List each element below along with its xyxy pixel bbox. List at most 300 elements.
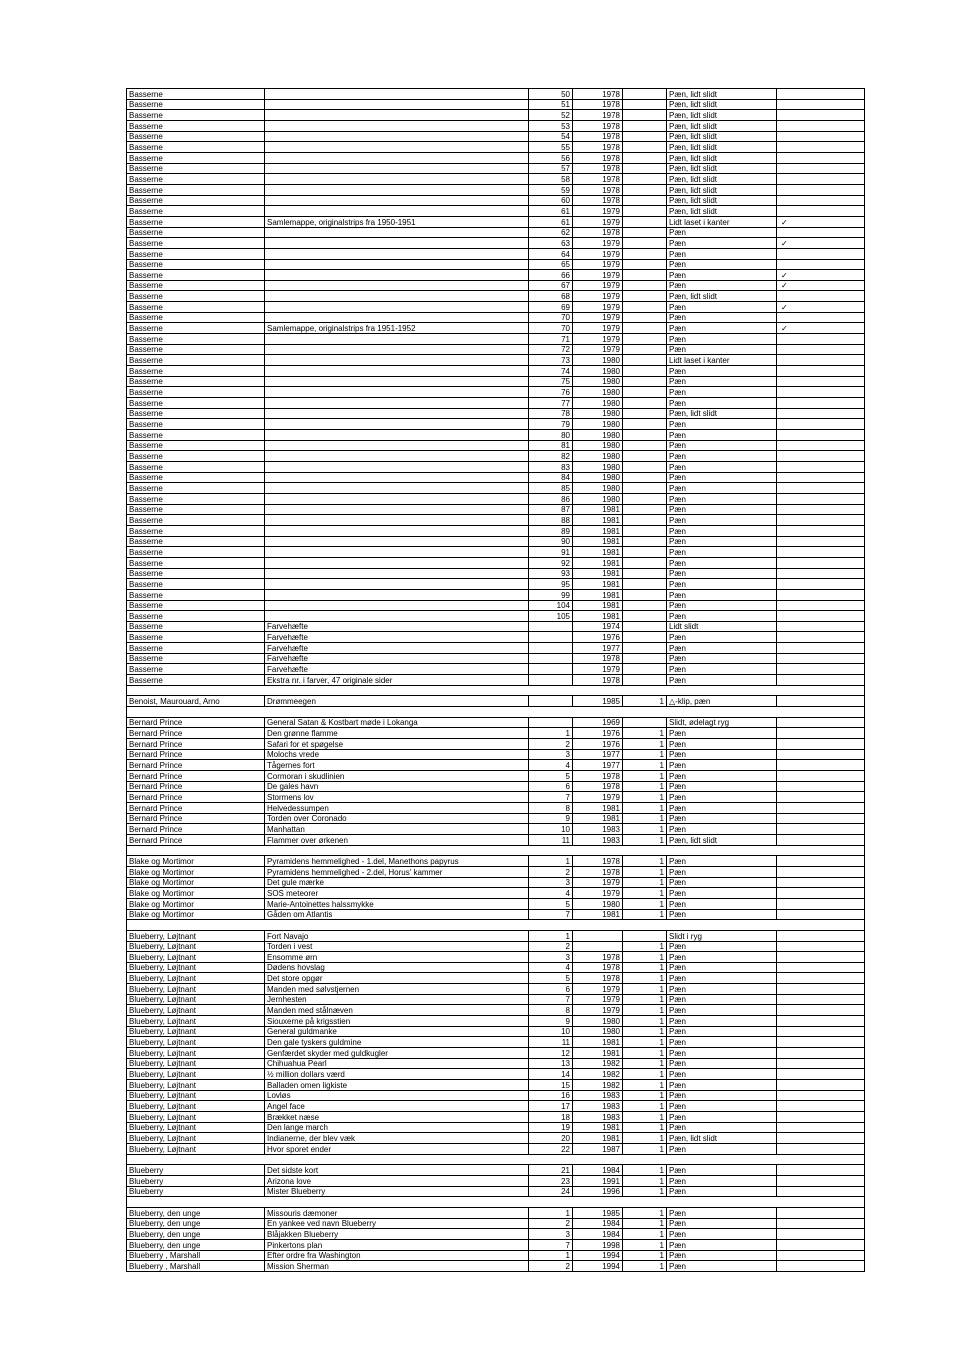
issue-number-cell: 77: [529, 398, 573, 409]
year-cell: 1980: [573, 398, 623, 409]
year-cell: 1980: [573, 1026, 623, 1037]
title-cell: De gales havn: [265, 781, 529, 792]
year-cell: 1978: [573, 99, 623, 110]
title-cell: Molochs vrede: [265, 749, 529, 760]
year-cell: 1982: [573, 1069, 623, 1080]
check-mark-cell: [777, 856, 865, 867]
table-row: [127, 994, 865, 1005]
title-cell: [265, 525, 529, 536]
title-cell: [265, 408, 529, 419]
title-cell: [265, 1154, 529, 1165]
check-mark-cell: [777, 1069, 865, 1080]
issue-number-cell: [529, 717, 573, 728]
check-mark-cell: [777, 1016, 865, 1027]
condition-cell: Pæn: [667, 866, 777, 877]
quantity-cell: 1: [623, 984, 667, 995]
title-cell: [265, 568, 529, 579]
quantity-cell: [623, 536, 667, 547]
table-row: [127, 1133, 865, 1144]
series-cell: Blueberry, Løjtnant: [127, 1143, 265, 1154]
check-mark-cell: ✓: [777, 270, 865, 281]
check-mark-cell: [777, 398, 865, 409]
check-mark-cell: [777, 824, 865, 835]
condition-cell: Pæn: [667, 227, 777, 238]
title-cell: [265, 142, 529, 153]
issue-number-cell: 68: [529, 291, 573, 302]
quantity-cell: 1: [623, 1143, 667, 1154]
series-cell: Blake og Mortimor: [127, 856, 265, 867]
issue-number-cell: 2: [529, 739, 573, 750]
quantity-cell: 1: [623, 792, 667, 803]
table-row: [127, 1122, 865, 1133]
check-mark-cell: [777, 408, 865, 419]
series-cell: Blueberry, Løjtnant: [127, 1058, 265, 1069]
condition-cell: Pæn: [667, 1016, 777, 1027]
title-cell: [265, 483, 529, 494]
condition-cell: Pæn: [667, 398, 777, 409]
check-mark-cell: [777, 1175, 865, 1186]
issue-number-cell: 7: [529, 909, 573, 920]
issue-number-cell: 89: [529, 525, 573, 536]
condition-cell: Pæn: [667, 984, 777, 995]
table-row: [127, 1058, 865, 1069]
table-row: [127, 888, 865, 899]
condition-cell: Pæn: [667, 1143, 777, 1154]
table-row: [127, 1207, 865, 1218]
condition-cell: Pæn: [667, 675, 777, 686]
condition-cell: Pæn: [667, 536, 777, 547]
year-cell: 1979: [573, 344, 623, 355]
series-cell: Basserne: [127, 632, 265, 643]
check-mark-cell: [777, 941, 865, 952]
year-cell: 1982: [573, 1058, 623, 1069]
table-row: [127, 739, 865, 750]
year-cell: 1981: [573, 1122, 623, 1133]
table-row: [127, 717, 865, 728]
title-cell: [265, 515, 529, 526]
quantity-cell: 1: [623, 1026, 667, 1037]
year-cell: 1982: [573, 1080, 623, 1091]
check-mark-cell: [777, 771, 865, 782]
table-row: [127, 952, 865, 963]
title-cell: [265, 291, 529, 302]
title-cell: [265, 355, 529, 366]
year-cell: 1976: [573, 728, 623, 739]
condition-cell: Pæn: [667, 653, 777, 664]
series-cell: Blueberry, den unge: [127, 1229, 265, 1240]
series-cell: Basserne: [127, 248, 265, 259]
issue-number-cell: 93: [529, 568, 573, 579]
year-cell: [573, 930, 623, 941]
year-cell: 1980: [573, 898, 623, 909]
quantity-cell: 1: [623, 1069, 667, 1080]
table-row: [127, 430, 865, 441]
title-cell: General Satan & Kostbart møde i Lokanga: [265, 717, 529, 728]
check-mark-cell: [777, 685, 865, 696]
check-mark-cell: [777, 813, 865, 824]
series-cell: Basserne: [127, 89, 265, 100]
year-cell: 1980: [573, 483, 623, 494]
title-cell: Efter ordre fra Washington: [265, 1250, 529, 1261]
table-row: [127, 110, 865, 121]
issue-number-cell: 84: [529, 472, 573, 483]
year-cell: 1979: [573, 323, 623, 334]
table-row: [127, 89, 865, 100]
table-row: [127, 834, 865, 845]
check-mark-cell: [777, 568, 865, 579]
check-mark-cell: [777, 1165, 865, 1176]
title-cell: Pyramidens hemmelighed - 1.del, Manethons papyrus: [265, 856, 529, 867]
quantity-cell: 1: [623, 898, 667, 909]
table-row: [127, 1048, 865, 1059]
issue-number-cell: 22: [529, 1143, 573, 1154]
quantity-cell: 1: [623, 1122, 667, 1133]
series-cell: Blueberry, Løjtnant: [127, 952, 265, 963]
title-cell: Missouris dæmoner: [265, 1207, 529, 1218]
series-cell: Basserne: [127, 131, 265, 142]
title-cell: Torden over Coronado: [265, 813, 529, 824]
quantity-cell: [623, 280, 667, 291]
issue-number-cell: 5: [529, 771, 573, 782]
series-cell: Basserne: [127, 653, 265, 664]
year-cell: 1980: [573, 366, 623, 377]
year-cell: 1978: [573, 952, 623, 963]
table-row: [127, 461, 865, 472]
title-cell: Den gale tyskers guldmine: [265, 1037, 529, 1048]
issue-number-cell: 51: [529, 99, 573, 110]
issue-number-cell: [529, 707, 573, 718]
series-cell: [127, 920, 265, 931]
condition-cell: [667, 685, 777, 696]
table-row: [127, 898, 865, 909]
condition-cell: Pæn: [667, 493, 777, 504]
issue-number-cell: 2: [529, 1261, 573, 1272]
check-mark-cell: [777, 259, 865, 270]
issue-number-cell: 60: [529, 195, 573, 206]
condition-cell: Pæn: [667, 259, 777, 270]
series-cell: Basserne: [127, 344, 265, 355]
condition-cell: Pæn: [667, 238, 777, 249]
table-row: [127, 568, 865, 579]
issue-number-cell: 92: [529, 557, 573, 568]
year-cell: 1980: [573, 387, 623, 398]
series-cell: Basserne: [127, 483, 265, 494]
issue-number-cell: 88: [529, 515, 573, 526]
quantity-cell: 1: [623, 1175, 667, 1186]
year-cell: 1981: [573, 1133, 623, 1144]
quantity-cell: [623, 344, 667, 355]
issue-number-cell: 67: [529, 280, 573, 291]
table-row: [127, 493, 865, 504]
issue-number-cell: 59: [529, 184, 573, 195]
series-cell: Basserne: [127, 270, 265, 281]
quantity-cell: [623, 1197, 667, 1208]
series-cell: Basserne: [127, 238, 265, 249]
title-cell: Brækket næse: [265, 1112, 529, 1123]
series-cell: Blake og Mortimor: [127, 877, 265, 888]
issue-number-cell: 15: [529, 1080, 573, 1091]
table-row: [127, 483, 865, 494]
year-cell: 1980: [573, 461, 623, 472]
series-cell: Basserne: [127, 579, 265, 590]
title-cell: [265, 451, 529, 462]
series-cell: Blueberry, Løjtnant: [127, 1101, 265, 1112]
title-cell: Manhattan: [265, 824, 529, 835]
check-mark-cell: ✓: [777, 238, 865, 249]
issue-number-cell: 73: [529, 355, 573, 366]
year-cell: 1979: [573, 216, 623, 227]
issue-number-cell: 3: [529, 749, 573, 760]
condition-cell: Pæn, lidt slidt: [667, 408, 777, 419]
table-row: [127, 376, 865, 387]
title-cell: Stormens lov: [265, 792, 529, 803]
title-cell: [265, 270, 529, 281]
series-cell: Basserne: [127, 536, 265, 547]
table-row: [127, 174, 865, 185]
quantity-cell: [623, 653, 667, 664]
table-row: [127, 152, 865, 163]
issue-number-cell: 76: [529, 387, 573, 398]
check-mark-cell: [777, 525, 865, 536]
quantity-cell: 1: [623, 834, 667, 845]
quantity-cell: 1: [623, 802, 667, 813]
check-mark-cell: [777, 547, 865, 558]
check-mark-cell: [777, 579, 865, 590]
series-cell: Blueberry, Løjtnant: [127, 930, 265, 941]
quantity-cell: 1: [623, 1048, 667, 1059]
condition-cell: Pæn: [667, 1261, 777, 1272]
title-cell: [265, 440, 529, 451]
year-cell: 1978: [573, 89, 623, 100]
check-mark-cell: [777, 515, 865, 526]
title-cell: Det gule mærke: [265, 877, 529, 888]
issue-number-cell: 50: [529, 89, 573, 100]
year-cell: 1979: [573, 291, 623, 302]
year-cell: 1978: [573, 675, 623, 686]
issue-number-cell: 8: [529, 1005, 573, 1016]
series-cell: Basserne: [127, 525, 265, 536]
quantity-cell: [623, 845, 667, 856]
quantity-cell: 1: [623, 1037, 667, 1048]
table-row: [127, 1016, 865, 1027]
quantity-cell: 1: [623, 888, 667, 899]
table-row: [127, 1143, 865, 1154]
condition-cell: Pæn: [667, 1005, 777, 1016]
quantity-cell: [623, 120, 667, 131]
quantity-cell: 1: [623, 962, 667, 973]
condition-cell: Pæn: [667, 664, 777, 675]
series-cell: Blueberry, den unge: [127, 1239, 265, 1250]
issue-number-cell: 23: [529, 1175, 573, 1186]
table-row: [127, 323, 865, 334]
check-mark-cell: [777, 1154, 865, 1165]
issue-number-cell: 24: [529, 1186, 573, 1197]
condition-cell: Pæn: [667, 739, 777, 750]
year-cell: 1979: [573, 280, 623, 291]
quantity-cell: [623, 227, 667, 238]
year-cell: 1979: [573, 206, 623, 217]
condition-cell: Pæn: [667, 813, 777, 824]
condition-cell: Pæn: [667, 547, 777, 558]
series-cell: Bernard Prince: [127, 781, 265, 792]
check-mark-cell: [777, 728, 865, 739]
issue-number-cell: 70: [529, 323, 573, 334]
check-mark-cell: [777, 1048, 865, 1059]
check-mark-cell: [777, 632, 865, 643]
check-mark-cell: [777, 440, 865, 451]
title-cell: [265, 419, 529, 430]
series-cell: Blueberry, Løjtnant: [127, 1080, 265, 1091]
year-cell: [573, 920, 623, 931]
series-cell: Basserne: [127, 430, 265, 441]
table-row: [127, 621, 865, 632]
condition-cell: Pæn: [667, 334, 777, 345]
series-cell: Bernard Prince: [127, 802, 265, 813]
quantity-cell: [623, 643, 667, 654]
title-cell: Fort Navajo: [265, 930, 529, 941]
table-row: [127, 227, 865, 238]
title-cell: [265, 174, 529, 185]
year-cell: 1996: [573, 1186, 623, 1197]
issue-number-cell: 86: [529, 493, 573, 504]
title-cell: [265, 120, 529, 131]
quantity-cell: [623, 323, 667, 334]
series-cell: Blueberry, Løjtnant: [127, 1122, 265, 1133]
check-mark-cell: [777, 643, 865, 654]
title-cell: Tågernes fort: [265, 760, 529, 771]
table-row: [127, 1037, 865, 1048]
series-cell: Blueberry, Løjtnant: [127, 1005, 265, 1016]
condition-cell: Pæn: [667, 461, 777, 472]
condition-cell: Pæn, lidt slidt: [667, 195, 777, 206]
check-mark-cell: [777, 898, 865, 909]
issue-number-cell: [529, 664, 573, 675]
quantity-cell: 1: [623, 941, 667, 952]
table-row: [127, 1026, 865, 1037]
title-cell: Pinkertons plan: [265, 1239, 529, 1250]
check-mark-cell: [777, 664, 865, 675]
quantity-cell: [623, 920, 667, 931]
series-cell: Blueberry, Løjtnant: [127, 973, 265, 984]
year-cell: 1979: [573, 334, 623, 345]
condition-cell: [667, 707, 777, 718]
issue-number-cell: 3: [529, 877, 573, 888]
quantity-cell: 1: [623, 771, 667, 782]
table-row: [127, 515, 865, 526]
blank-separator-row: [127, 1154, 865, 1165]
check-mark-cell: [777, 1186, 865, 1197]
title-cell: Den grønne flamme: [265, 728, 529, 739]
quantity-cell: 1: [623, 1165, 667, 1176]
issue-number-cell: 5: [529, 973, 573, 984]
series-cell: Basserne: [127, 611, 265, 622]
table-row: [127, 142, 865, 153]
issue-number-cell: 21: [529, 1165, 573, 1176]
table-row: [127, 1186, 865, 1197]
series-cell: Bernard Prince: [127, 749, 265, 760]
check-mark-cell: [777, 962, 865, 973]
condition-cell: Pæn: [667, 771, 777, 782]
quantity-cell: [623, 419, 667, 430]
title-cell: [265, 920, 529, 931]
table-row: [127, 440, 865, 451]
table-row: [127, 184, 865, 195]
table-row: [127, 760, 865, 771]
title-cell: [265, 99, 529, 110]
table-row: [127, 1069, 865, 1080]
check-mark-cell: [777, 1112, 865, 1123]
series-cell: Basserne: [127, 419, 265, 430]
check-mark-cell: [777, 1122, 865, 1133]
title-cell: [265, 504, 529, 515]
check-mark-cell: [777, 834, 865, 845]
condition-cell: Pæn: [667, 909, 777, 920]
issue-number-cell: 54: [529, 131, 573, 142]
quantity-cell: [623, 131, 667, 142]
check-mark-cell: [777, 387, 865, 398]
issue-number-cell: 1: [529, 856, 573, 867]
quantity-cell: 1: [623, 760, 667, 771]
series-cell: Basserne: [127, 408, 265, 419]
year-cell: 1981: [573, 1037, 623, 1048]
issue-number-cell: 64: [529, 248, 573, 259]
check-mark-cell: [777, 621, 865, 632]
condition-cell: Pæn: [667, 1207, 777, 1218]
table-row: [127, 536, 865, 547]
quantity-cell: [623, 664, 667, 675]
table-row: [127, 557, 865, 568]
issue-number-cell: 7: [529, 1239, 573, 1250]
check-mark-cell: [777, 739, 865, 750]
quantity-cell: 1: [623, 877, 667, 888]
quantity-cell: [623, 366, 667, 377]
check-mark-cell: [777, 1133, 865, 1144]
check-mark-cell: [777, 312, 865, 323]
quantity-cell: [623, 493, 667, 504]
title-cell: Farvehæfte: [265, 621, 529, 632]
blank-separator-row: [127, 685, 865, 696]
condition-cell: Pæn, lidt slidt: [667, 99, 777, 110]
year-cell: 1978: [573, 174, 623, 185]
issue-number-cell: 17: [529, 1101, 573, 1112]
quantity-cell: [623, 1154, 667, 1165]
condition-cell: Pæn: [667, 824, 777, 835]
year-cell: 1980: [573, 493, 623, 504]
year-cell: 1981: [573, 547, 623, 558]
check-mark-cell: [777, 1058, 865, 1069]
series-cell: Blueberry: [127, 1165, 265, 1176]
check-mark-cell: [777, 110, 865, 121]
table-row: [127, 1229, 865, 1240]
check-mark-cell: [777, 89, 865, 100]
table-row: [127, 312, 865, 323]
series-cell: Blueberry, den unge: [127, 1207, 265, 1218]
table-row: [127, 216, 865, 227]
year-cell: 1991: [573, 1175, 623, 1186]
series-cell: [127, 1154, 265, 1165]
quantity-cell: 1: [623, 728, 667, 739]
title-cell: [265, 461, 529, 472]
condition-cell: Pæn, lidt slidt: [667, 110, 777, 121]
series-cell: Blueberry, Løjtnant: [127, 941, 265, 952]
year-cell: 1979: [573, 792, 623, 803]
condition-cell: Pæn: [667, 280, 777, 291]
issue-number-cell: 1: [529, 930, 573, 941]
title-cell: Det sidste kort: [265, 1165, 529, 1176]
issue-number-cell: 57: [529, 163, 573, 174]
title-cell: Cormoran i skudlinien: [265, 771, 529, 782]
quantity-cell: [623, 238, 667, 249]
